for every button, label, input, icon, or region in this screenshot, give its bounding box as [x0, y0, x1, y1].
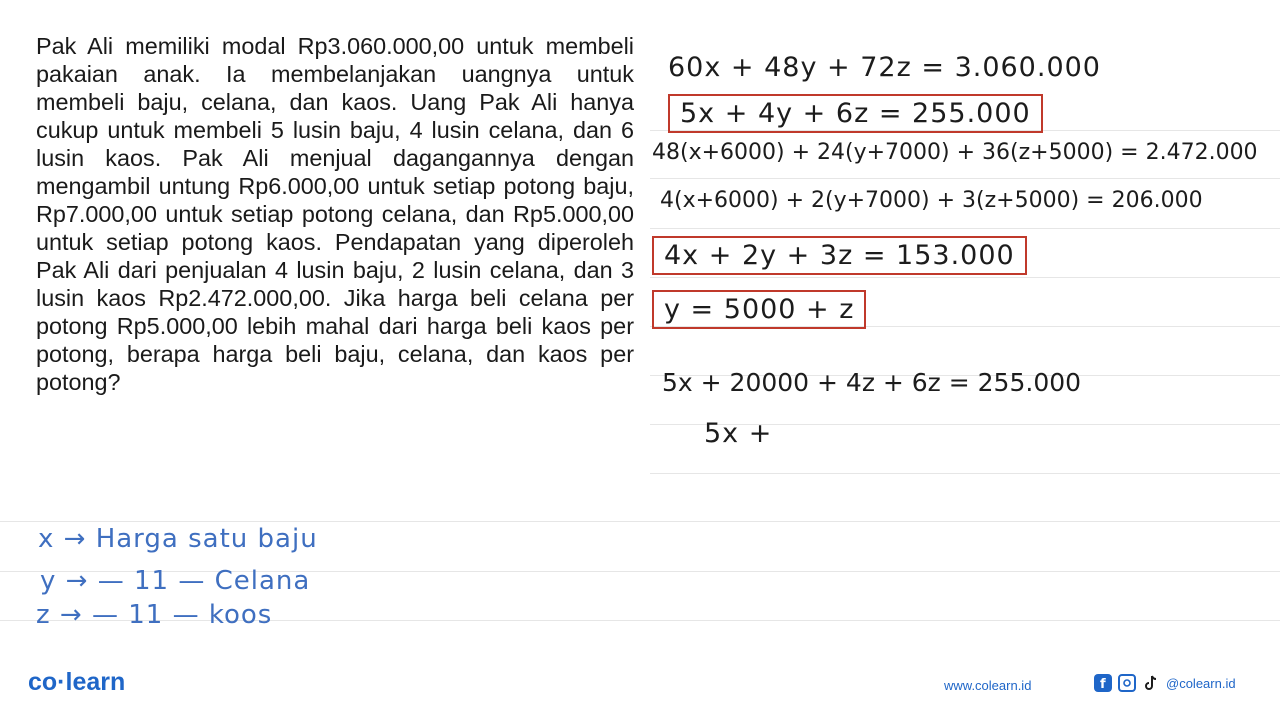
ruled-line	[650, 277, 1280, 278]
variable-x-definition: x → Harga satu baju	[38, 524, 318, 554]
equation-3: 48(x+6000) + 24(y+7000) + 36(z+5000) = 2.472.000	[652, 140, 1258, 165]
social-links	[1094, 674, 1236, 692]
equation-7: 5x + 20000 + 4z + 6z = 255.000	[662, 368, 1082, 397]
ruled-line	[650, 228, 1280, 229]
ruled-line	[0, 521, 1280, 522]
variable-y-definition: y → — 11 — Celana	[40, 566, 311, 596]
tiktok-icon[interactable]	[1142, 674, 1160, 692]
ruled-line	[650, 473, 1280, 474]
svg-text:f: f	[1100, 677, 1106, 690]
equation-1: 60x + 48y + 72z = 3.060.000	[668, 52, 1101, 83]
equation-2-boxed: 5x + 4y + 6z = 255.000	[668, 94, 1043, 133]
social-handle: @colearn.id	[1166, 675, 1236, 691]
ruled-line	[650, 178, 1280, 179]
footer-url[interactable]: www.colearn.id	[944, 678, 1032, 693]
problem-statement: Pak Ali memiliki modal Rp3.060.000,00 untuk membeli pakaian anak. Ia membelanjakan uangnya untuk membeli baju, celana, dan kaos. Uang Pak Ali hanya cukup untuk membeli 5 lusin baju, 4 lusin celana, dan 6 lusin kaos. Pak Ali menjual dagangannya dengan mengambil untung Rp6.000,00 untuk setiap potong baju, Rp7.000,00 untuk setiap potong celana, dan Rp5.000,00 untuk setiap potong kaos. Pendapatan yang diperoleh Pak Ali dari penjualan 4 lusin baju, 2 lusin celana, dan 3 lusin kaos Rp2.472.000,00. Jika harga beli celana per potong Rp5.000,00 lebih mahal dari harga beli kaos per potong, berapa harga beli baju, celana, dan kaos per potong?	[36, 33, 634, 395]
equation-6-boxed: y = 5000 + z	[652, 290, 866, 329]
equation-8: 5x +	[704, 418, 773, 449]
instagram-icon[interactable]	[1118, 674, 1136, 692]
equation-4: 4(x+6000) + 2(y+7000) + 3(z+5000) = 206.000	[660, 188, 1203, 213]
equation-5-boxed: 4x + 2y + 3z = 153.000	[652, 236, 1027, 275]
facebook-icon[interactable]	[1094, 674, 1112, 692]
colearn-logo: co·learn	[28, 668, 126, 696]
variable-z-definition: z → — 11 — koos	[36, 600, 273, 630]
